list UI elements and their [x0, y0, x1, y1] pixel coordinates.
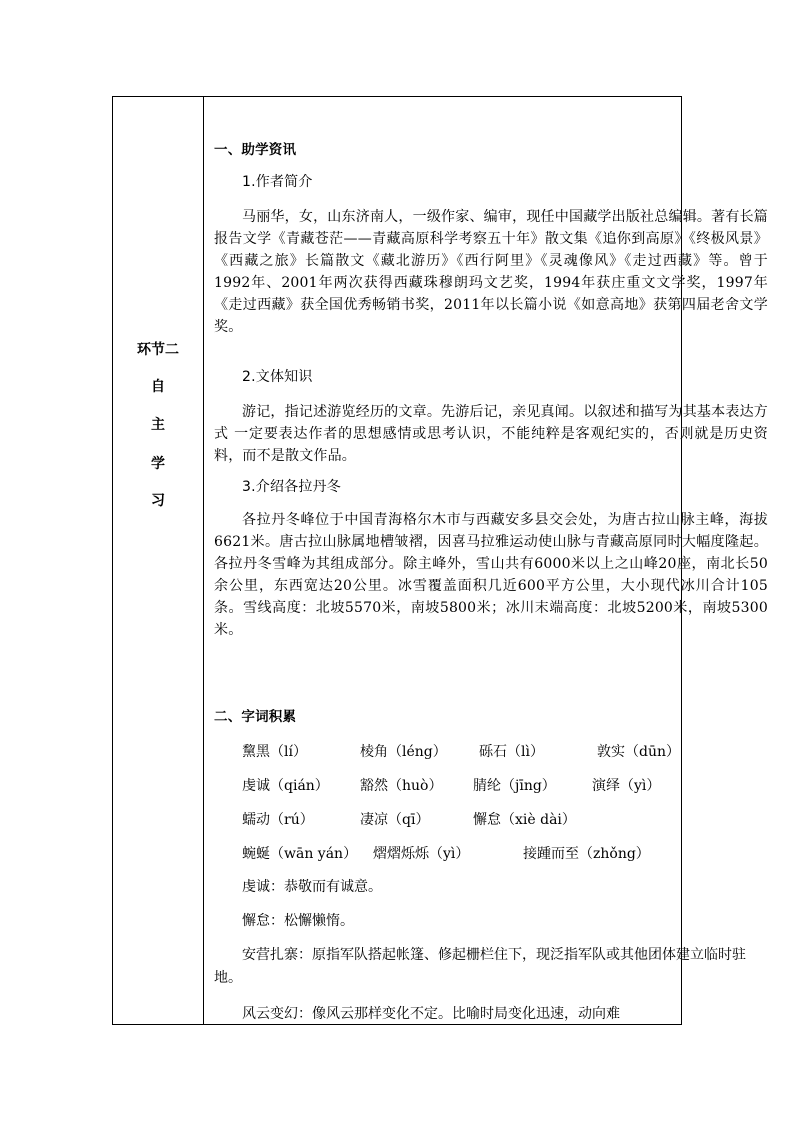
vocab-item: 虔诚（qián）	[242, 778, 329, 794]
section-label-char: 自	[151, 379, 165, 395]
vocab-item: 接踵而至（zhǒng）	[523, 846, 650, 862]
vocab-item: 凄凉（qī）	[360, 812, 430, 828]
author-heading: 1.作者简介	[242, 174, 313, 190]
vocab-item: 懈怠（xiè dài）	[473, 812, 576, 828]
left-label-cell	[113, 97, 204, 1024]
section-heading-vocab: 二、字词积累	[214, 709, 297, 725]
section-heading-info: 一、助学资讯	[214, 142, 297, 158]
vocab-item: 豁然（huò）	[360, 778, 443, 794]
vocab-item: 敦实（dūn）	[597, 744, 680, 760]
definition-entry: 懈怠：松懈懒惰。	[242, 913, 354, 929]
author-paragraph: 马丽华，女，山东济南人，一级作家、编审，现任中国藏学出版社总编辑。著有长篇报告文学《青藏苍茫——青藏高原科学考察五十年》散文集《追你到高原》《终极风景》《西藏之旅》长篇散文《藏北游历》《西行阿里》《灵魂像风》《走过西藏》等。曾于1992年、2001年两次获得西藏珠穆朗玛文艺奖，1994年获庄重文文学奖，1997年《走过西藏》获全国优秀畅销书奖，2011年以长篇小说《如意高地》获第四届老舍文学奖。	[214, 209, 768, 335]
genre-paragraph: 游记，指记述游览经历的文章。先游后记，亲见真闻。以叙述和描写为其基本表达方式 一定要表达作者的思想感情或思考认识，不能纯粹是客观纪实的，否则就是历史资料，而不是散文作品。	[214, 404, 768, 464]
definition-entry: 安营扎寨：原指军队搭起帐篷、修起栅栏住下，现泛指军队或其他团体建立临时驻地。	[214, 947, 746, 986]
vocab-item: 蜿蜒（wān yán）	[242, 846, 358, 862]
vocab-item: 黧黑（lí）	[242, 744, 307, 760]
vocab-item: 演绎（yì）	[592, 778, 661, 794]
vocab-item: 腈纶（jīng）	[473, 778, 556, 794]
definition-entry: 虔诚：恭敬而有诚意。	[242, 879, 382, 895]
definition-entry: 风云变幻：像风云那样变化不定。比喻时局变化迅速，动向难	[242, 1006, 620, 1022]
vocab-item: 棱角（léng）	[360, 744, 447, 760]
content-cell	[204, 97, 768, 1024]
place-heading: 3.介绍各拉丹冬	[242, 479, 341, 495]
lesson-table	[112, 96, 768, 1025]
section-label-char: 习	[151, 493, 165, 509]
section-label-char: 学	[151, 456, 165, 472]
vocab-item: 砾石（lì）	[479, 744, 544, 760]
section-label-title: 环节二	[137, 342, 179, 358]
genre-heading: 2.文体知识	[242, 369, 313, 385]
vocab-item: 熠熠烁烁（yì）	[373, 846, 470, 862]
place-paragraph: 各拉丹冬峰位于中国青海格尔木市与西藏安多县交会处，为唐古拉山脉主峰，海拔6621米。唐古拉山脉属地槽皱褶，因喜马拉雅运动使山脉与青藏高原同时大幅度隆起。各拉丹冬雪峰为其组成部分。除主峰外，雪山共有6000米以上之山峰20座，南北长50余公里，东西宽达20公里。冰雪覆盖面积几近600平方公里，大小现代冰川合计105条。雪线高度：北坡5570米，南坡5800米；冰川末端高度：北坡5200米，南坡5300米。	[214, 512, 768, 638]
section-label-char: 主	[151, 417, 165, 433]
vocab-item: 蠕动（rú）	[242, 812, 314, 828]
